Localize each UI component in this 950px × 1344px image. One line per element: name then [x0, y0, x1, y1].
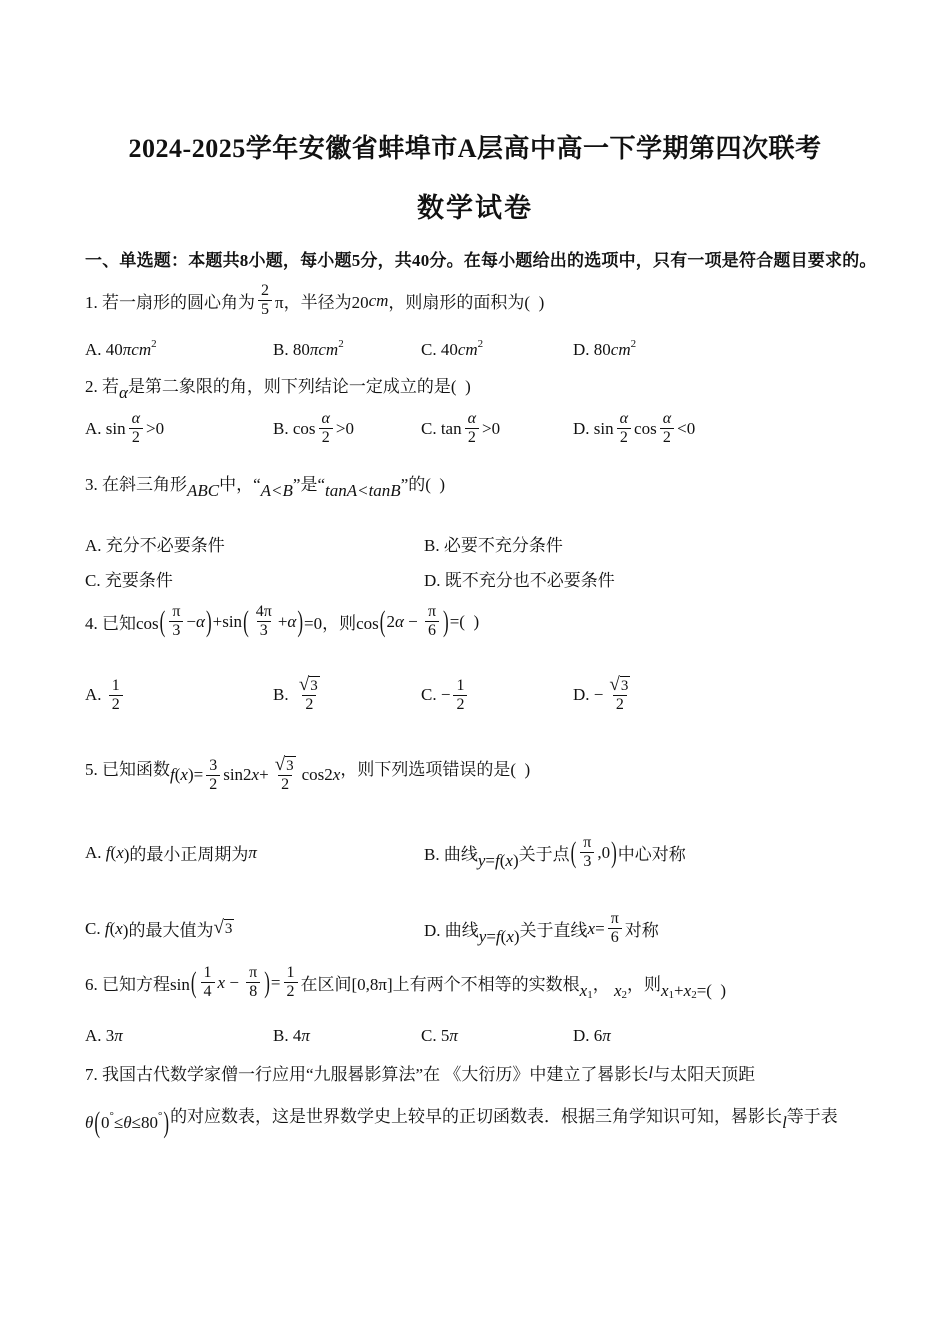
question-3-options-row-1	[85, 531, 563, 556]
question-1-option-c: C. 40 cm $^2$	[421, 337, 484, 359]
question-5-options-row-2	[85, 910, 659, 948]
question-2-options	[85, 410, 695, 448]
question-7-stem-line-2: θ ( 0 ° ≤ θ ≤80 ° ) 的对应数表，这是世界数学史上较早的正切函数表．根据三角学知识可知，晷影长 l 等于表	[85, 1105, 838, 1139]
question-6-option-d: D. 6 π	[573, 1026, 611, 1045]
question-6-options	[85, 1026, 611, 1046]
question-3-option-d: D. 既不充分也不必要条件	[424, 571, 615, 590]
page-subtitle: 数学试卷	[417, 193, 533, 223]
question-2-stem: 2. 若 α 是第二象限的角，则下列结论一定成立的是( )	[85, 377, 471, 402]
question-1-option-d: D. 80 cm $^2$	[573, 337, 637, 359]
question-3-option-a: A. 充分不必要条件	[85, 536, 225, 555]
question-2-option-d: D. sin α 2 cos α 2 <0	[573, 410, 696, 447]
question-5-options-row-1	[85, 834, 686, 872]
question-6-option-b: B. 4 π	[273, 1026, 310, 1045]
question-3-option-b: B. 必要不充分条件	[424, 536, 563, 555]
question-1-option-a: A. 40 πcm $^2$	[85, 337, 157, 359]
question-6-option-a: A. 3 π	[85, 1026, 123, 1045]
question-2-option-a: A. sin α 2 >0	[85, 410, 165, 447]
question-6-option-c: C. 5 π	[421, 1026, 458, 1045]
question-4-option-c: C. − $\frac{1}{2}$	[421, 677, 573, 715]
question-1-option-b: B. 80 πcm $^2$	[273, 337, 344, 359]
question-3-option-c: C. 充要条件	[85, 571, 173, 590]
question-1-options	[85, 337, 637, 360]
question-4-option-d: D. − √ 3 2	[573, 674, 629, 714]
question-4-option-b: B. √ 3 2	[273, 674, 318, 714]
question-3-stem: 3. 在斜三角形 ABC 中，“ A<B ”是“ tanA<tanB ”的( )	[85, 475, 446, 500]
question-4-option-a: A. 1 2	[85, 677, 273, 715]
question-4-options	[85, 676, 636, 715]
question-6-stem: 6. 已知方程sin ( 1 4 x − $\frac{\pi}{8}$ ) = $\frac{1}{2}$ 在区间[0,8π]上有两个不相等的实数根 x $_1$ ， x $_2$ ，则 x $_1$ + x $_2$ =( )	[85, 964, 727, 1002]
page-title: 2024-2025学年安徽省蚌埠市A层高中高一下学期第四次联考	[128, 134, 822, 163]
section-header: 一、单选题：本题共8小题，每小题5分，共40分。在每小题给出的选项中，只有一项是符合题目要求的。	[85, 251, 877, 270]
question-3-options-row-2	[85, 566, 615, 591]
question-7-stem-line-1: 7. 我国古代数学家僧一行应用“九服晷影算法”在 《大衍历》中建立了晷影长 l 与太阳天顶距	[85, 1062, 756, 1084]
question-5-option-c: C. f ( x )的最大值为 √ 3	[85, 917, 233, 941]
question-1-stem: 1. 若一扇形的圆心角为 2 5 π，半径为20 cm ，则扇形的面积为( )	[85, 282, 545, 319]
question-5-option-a: A. f ( x )的最小正周期为 π	[85, 842, 257, 865]
question-2-option-b: B. cos α 2 >0	[273, 410, 354, 447]
question-5-option-b: B. 曲线 y = f ( x ) 关于点 ( π 3 ,0 ) 中心对称	[424, 834, 686, 871]
question-2-option-c: C. tan α 2 >0	[421, 410, 501, 447]
question-5-option-d: D. 曲线 y = f ( x ) 关于直线 x = $\frac{\pi}{6}$ 对称	[424, 910, 659, 947]
question-4-stem: 4. 已知cos ( π 3 − α ) +sin ( 4π 3 + α ) =0，则cos ( 2 α − $\frac{\pi}{6}$ ) =( )	[85, 603, 480, 640]
question-5-stem: 5. 已知函数 f ( x )= $\frac{3}{2}$ sin2 x + √ 3 2 cos2 x ，则下列选项错误的是( )	[85, 754, 531, 794]
